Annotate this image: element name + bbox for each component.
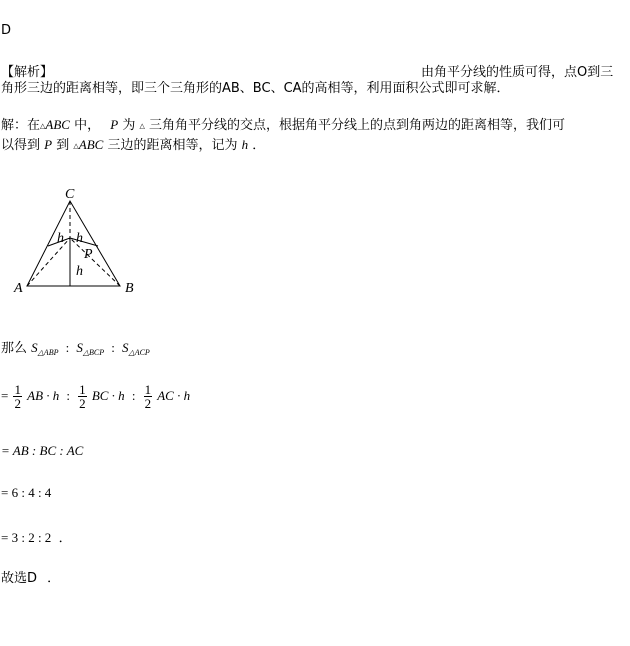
analysis-line2: 角形三边的距离相等，即三个三角形的AB、BC、CA的高相等，利用面积公式即可求解．	[1, 81, 510, 96]
triangle-figure	[0, 180, 160, 300]
label-a: A	[14, 281, 23, 296]
label-b: B	[125, 281, 134, 296]
colon: :	[131, 388, 136, 403]
term-ac-h: AC · h	[157, 388, 191, 403]
step-numeric-ratio: = 6 : 4 : 4	[1, 485, 52, 500]
then-label: 那么	[1, 341, 28, 356]
conclusion-text: 故选D	[1, 571, 38, 586]
label-p: P	[84, 247, 93, 262]
period: ．	[58, 530, 72, 545]
colon: :	[111, 340, 115, 355]
term-bc-h: BC · h	[91, 388, 125, 403]
sub-abp: △ABP	[37, 348, 59, 357]
label-h-bottom: h	[76, 264, 83, 279]
colon: :	[65, 340, 70, 355]
solution-middle1: 中，	[74, 118, 101, 133]
answer-letter: D	[1, 23, 12, 38]
triangle-symbol: △	[73, 142, 79, 150]
solution-line1	[1, 114, 565, 133]
solution-line2	[1, 134, 265, 153]
label-h-right: h	[76, 231, 83, 246]
step-half-products	[1, 381, 190, 412]
conclusion	[1, 567, 60, 586]
triangle-symbol: △	[139, 122, 145, 130]
label-c: C	[65, 187, 75, 202]
solution-middle2: 为	[122, 118, 136, 133]
triangle-abc: ABC	[45, 117, 70, 132]
equals-sign: =	[1, 388, 9, 403]
height-h: h	[241, 137, 249, 152]
fraction-half: $\frac{1}{2}$	[14, 382, 21, 411]
fraction-half: $\frac{1}{2}$	[144, 382, 152, 411]
solution-line2-b: 到	[56, 138, 70, 153]
solution-prefix: 解：在	[1, 118, 41, 133]
solution-line2-a: 以得到	[1, 138, 41, 153]
term-ab-h: AB · h	[27, 388, 60, 403]
sub-acp: △ACP	[128, 348, 150, 357]
colon: :	[66, 388, 71, 403]
conclusion-period: ．	[47, 571, 61, 586]
simplified-ratio: = 3 : 2 : 2	[1, 530, 52, 545]
label-h-left: h	[57, 231, 64, 246]
sub-bcp: △BCP	[82, 348, 105, 357]
area-s: S	[76, 340, 83, 355]
analysis-line1: 由角平分线的性质可得，点O到三	[421, 65, 614, 80]
triangle-outline	[27, 201, 120, 286]
area-s: S	[122, 340, 129, 355]
solution-middle3: 三角角平分线的交点，根据角平分线上的点到角两边的距离相等，我们可	[149, 118, 566, 133]
step-side-ratio: = AB : BC : AC	[1, 443, 84, 458]
point-p: P	[44, 137, 53, 152]
point-p: P	[110, 117, 119, 132]
area-s: S	[31, 340, 38, 355]
solution-line2-end: ．	[252, 138, 266, 153]
triangle-abc: ABC	[78, 137, 104, 152]
step-simplified-ratio	[1, 527, 72, 546]
step-ratio-areas	[1, 337, 150, 357]
analysis-heading: 【解析】	[1, 65, 54, 80]
solution-line2-c: 三边的距离相等，记为	[107, 138, 238, 153]
triangle-symbol: △	[40, 122, 46, 130]
fraction-half: $\frac{1}{2}$	[79, 382, 86, 411]
